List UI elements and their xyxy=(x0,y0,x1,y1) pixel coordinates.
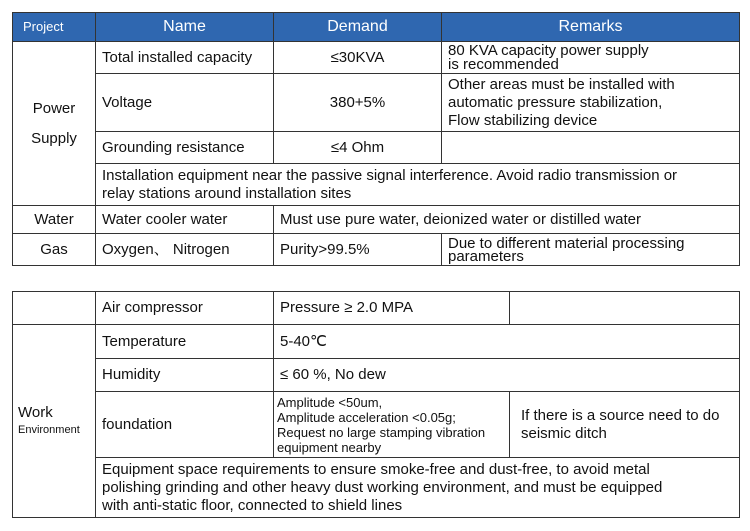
foundation-remarks xyxy=(510,392,740,458)
work-environment-table xyxy=(12,291,740,518)
table-row xyxy=(13,74,740,132)
gas-label: Gas xyxy=(13,234,96,266)
work-label-line2: Environment xyxy=(18,424,80,436)
air-compressor-name: Air compressor xyxy=(96,292,274,325)
table-row xyxy=(13,164,740,206)
power-label-line1: Power xyxy=(32,99,76,117)
work-note-line2: polishing grinding and other heavy dust working environment, and must be equipped xyxy=(102,478,663,496)
gas-remarks xyxy=(442,234,740,266)
grounding-name: Grounding resistance xyxy=(96,132,274,164)
foundation-demand-line1: Amplitude <50um, xyxy=(277,394,383,410)
water-label: Water xyxy=(13,206,96,234)
voltage-remark-line2: automatic pressure stabilization, xyxy=(448,93,663,111)
requirements-table xyxy=(12,12,740,266)
foundation-remark-line1: If there is a source need to do xyxy=(521,406,720,424)
table-row xyxy=(13,325,740,359)
air-compressor-demand: Pressure ≥ 2.0 MPA xyxy=(274,292,510,325)
gas-remark-line2: parameters xyxy=(448,247,524,265)
temperature-demand: 5-40℃ xyxy=(274,325,740,359)
water-demand: Must use pure water, deionized water or distilled water xyxy=(274,206,740,234)
empty-cell xyxy=(13,292,96,325)
work-note-line3: with anti-static floor, connected to shield lines xyxy=(102,496,403,514)
table-row xyxy=(13,392,740,458)
capacity-name: Total installed capacity xyxy=(96,42,274,74)
voltage-name: Voltage xyxy=(96,74,274,132)
work-environment-note xyxy=(96,458,740,518)
table-row xyxy=(13,458,740,518)
table-row xyxy=(13,42,740,74)
foundation-demand-line4: equipment nearby xyxy=(277,439,382,455)
header-demand: Demand xyxy=(274,13,442,42)
table-row xyxy=(13,206,740,234)
capacity-demand: ≤30KVA xyxy=(274,42,442,74)
capacity-remark-line2: is recommended xyxy=(448,55,559,73)
voltage-demand: 380+5% xyxy=(274,74,442,132)
work-note-line1: Equipment space requirements to ensure smoke-free and dust-free, to avoid metal xyxy=(102,460,650,478)
header-remarks: Remarks xyxy=(442,13,740,42)
power-supply-label xyxy=(13,42,96,206)
capacity-remark-line1: 80 KVA capacity power supply xyxy=(448,41,649,59)
humidity-name: Humidity xyxy=(96,359,274,392)
humidity-demand: ≤ 60 %, No dew xyxy=(274,359,740,392)
header-row xyxy=(13,13,740,42)
power-note-line1: Installation equipment near the passive signal interference. Avoid radio transmission or xyxy=(102,166,678,184)
air-compressor-remarks xyxy=(510,292,740,325)
foundation-demand-line2: Amplitude acceleration <0.05g; xyxy=(277,409,456,425)
voltage-remark-line1: Other areas must be installed with xyxy=(448,75,675,93)
table-row xyxy=(13,234,740,266)
work-label-line1: Work xyxy=(18,404,53,421)
header-name: Name xyxy=(96,13,274,42)
grounding-demand: ≤4 Ohm xyxy=(274,132,442,164)
foundation-demand-line3: Request no large stamping vibration xyxy=(277,424,486,440)
capacity-remarks xyxy=(442,42,740,74)
gas-remark-line1: Due to different material processing xyxy=(448,234,685,252)
power-label-line2: Supply xyxy=(31,129,77,147)
gas-demand: Purity>99.5% xyxy=(274,234,442,266)
work-environment-label xyxy=(13,325,96,518)
temperature-name: Temperature xyxy=(96,325,274,359)
power-note-line2: relay stations around installation sites xyxy=(102,184,352,202)
foundation-remark-line2: seismic ditch xyxy=(521,424,607,442)
table-row xyxy=(13,132,740,164)
table-row xyxy=(13,292,740,325)
voltage-remarks xyxy=(442,74,740,132)
foundation-name: foundation xyxy=(96,392,274,458)
grounding-remarks xyxy=(442,132,740,164)
header-project: Project xyxy=(13,13,96,42)
table-row xyxy=(13,359,740,392)
gas-name: Oxygen、 Nitrogen xyxy=(96,234,274,266)
voltage-remark-line3: Flow stabilizing device xyxy=(448,111,598,129)
water-name: Water cooler water xyxy=(96,206,274,234)
power-note xyxy=(96,164,740,206)
foundation-demand xyxy=(274,392,510,458)
